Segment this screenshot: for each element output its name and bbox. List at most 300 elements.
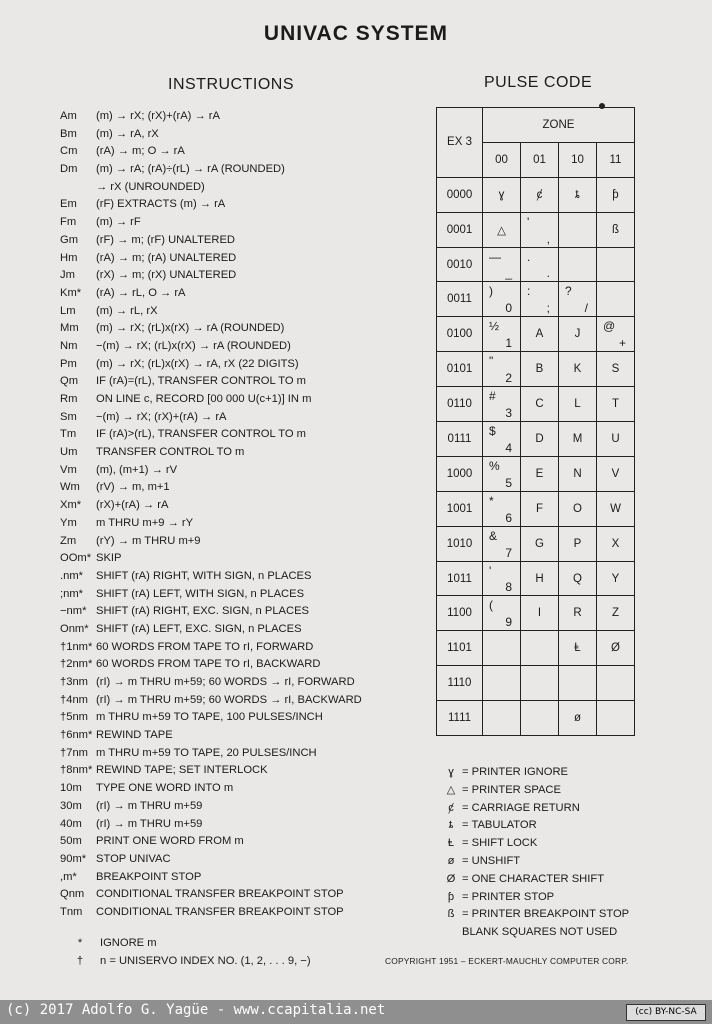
instructions-list (60, 108, 432, 922)
character-cell (559, 701, 597, 736)
footnote-text: n = UNISERVO INDEX NO. (1, 2, . . . 9, −) (100, 955, 311, 967)
character-cell (483, 596, 521, 631)
instruction-row (60, 426, 432, 444)
character-cell (521, 491, 559, 526)
page-title: UNIVAC SYSTEM (263, 22, 449, 45)
cell-upper-char: ' (527, 214, 530, 229)
instruction-code: Tnm (60, 905, 83, 918)
character-cell (483, 352, 521, 387)
pulse-code-heading: PULSE CODE (484, 74, 593, 91)
character-cell (521, 701, 559, 736)
cell-char: F (535, 502, 544, 515)
binary-code-cell: 1110 (437, 666, 483, 701)
pulse-code-table (436, 107, 635, 736)
legend-symbol: ø (447, 854, 455, 867)
character-cell (483, 631, 521, 666)
character-cell (483, 422, 521, 457)
character-cell (483, 456, 521, 491)
legend-row (440, 782, 629, 800)
instruction-desc: (rI) → m THRU m+59; 60 WORDS → rI, FORWARD (96, 676, 355, 688)
legend-text: = UNSHIFT (462, 854, 521, 867)
instruction-row (60, 550, 432, 568)
zone-col-header: 10 (559, 142, 597, 177)
instruction-code: Jm (60, 269, 75, 282)
instruction-desc: SHIFT (rA) RIGHT, EXC. SIGN, n PLACES (96, 605, 310, 618)
cell-char: S (611, 363, 620, 376)
character-cell (521, 422, 559, 457)
instruction-desc: (rA) → rL, O → rA (96, 286, 186, 299)
table-row (437, 387, 635, 422)
footnote-symbol: * (77, 937, 83, 949)
instruction-code: Bm (60, 127, 77, 140)
cell-lower-char: 3 (505, 406, 512, 421)
instruction-row (60, 143, 432, 161)
instruction-desc: → rX (UNROUNDED) (96, 180, 205, 193)
binary-code-cell: 0101 (437, 352, 483, 387)
character-cell (597, 317, 635, 352)
instruction-desc: CONDITIONAL TRANSFER BREAKPOINT STOP (96, 888, 344, 901)
legend-symbol: △ (446, 783, 456, 796)
binary-code-cell: 1100 (437, 596, 483, 631)
legend-text: = PRINTER SPACE (462, 783, 561, 796)
table-row (437, 212, 635, 247)
character-cell (597, 456, 635, 491)
character-cell (559, 491, 597, 526)
instruction-code: 40m (60, 817, 82, 830)
instruction-row (60, 479, 432, 497)
instruction-row (60, 639, 432, 657)
cell-char: R (573, 607, 582, 620)
cell-char: L (574, 398, 581, 411)
instruction-desc: (rI) → m THRU m+59 (96, 799, 203, 812)
character-cell (483, 317, 521, 352)
cell-lower-char: + (618, 336, 626, 351)
cell-upper-char: & (489, 528, 498, 543)
cell-char: M (572, 432, 583, 445)
cell-upper-char: @ (603, 319, 616, 334)
instruction-row (60, 303, 432, 321)
table-row (437, 422, 635, 457)
binary-code-cell: 0000 (437, 177, 483, 212)
instruction-desc: (m) → rX; (rX)+(rA) → rA (96, 110, 220, 122)
legend-symbol: ȼ (448, 801, 454, 814)
cell-char: ø (573, 712, 582, 725)
instruction-code: Am (60, 110, 77, 122)
cell-upper-char: " (489, 354, 494, 369)
character-cell (559, 352, 597, 387)
instruction-desc: (rI) → m THRU m+59 (96, 817, 203, 830)
instruction-desc: (rF) EXTRACTS (m) → rA (96, 198, 226, 211)
legend-text: = ONE CHARACTER SHIFT (462, 872, 605, 885)
instruction-desc: (rX)+(rA) → rA (96, 499, 169, 512)
symbol-legend (440, 764, 629, 942)
character-cell (597, 491, 635, 526)
character-cell (521, 631, 559, 666)
instruction-code: Wm (60, 481, 80, 494)
character-cell (521, 387, 559, 422)
instruction-code: Vm (60, 463, 77, 476)
cell-char: Q (573, 572, 582, 585)
instruction-code: †3nm (60, 676, 88, 688)
instruction-code: OOm* (60, 552, 92, 565)
instruction-row (60, 391, 432, 409)
cell-lower-char: , (546, 231, 550, 246)
cell-upper-char: . (527, 249, 531, 264)
cell-char: W (610, 502, 621, 515)
cell-lower-char: ; (546, 301, 550, 316)
footer-bar (0, 1000, 712, 1024)
cell-char: ƥ (612, 188, 619, 201)
character-cell (597, 701, 635, 736)
cell-upper-char: ) (489, 284, 493, 299)
cell-char: G (535, 537, 544, 550)
table-row (437, 701, 635, 736)
instruction-row (60, 232, 432, 250)
legend-text: = CARRIAGE RETURN (462, 801, 580, 814)
cell-char: J (574, 328, 581, 341)
instruction-code: Ym (60, 516, 77, 529)
binary-code-cell: 0010 (437, 247, 483, 282)
table-row (437, 491, 635, 526)
instruction-desc: −(m) → rX; (rX)+(rA) → rA (96, 410, 227, 423)
cell-char: ß (611, 223, 620, 236)
instruction-code: Hm (60, 251, 78, 264)
legend-text: = PRINTER BREAKPOINT STOP (462, 908, 630, 921)
instruction-row (60, 126, 432, 144)
cell-char: B (535, 363, 544, 376)
cell-upper-char: * (489, 493, 494, 508)
instruction-desc: (rX) → m; (rX) UNALTERED (96, 269, 237, 282)
cell-char: △ (497, 224, 506, 237)
binary-code-cell: 1111 (437, 701, 483, 736)
instruction-desc: SKIP (96, 552, 122, 565)
instruction-code: †6nm* (60, 729, 93, 742)
character-cell (521, 561, 559, 596)
character-cell (483, 701, 521, 736)
character-cell (559, 282, 597, 317)
character-cell (483, 247, 521, 282)
cell-lower-char: 7 (505, 545, 512, 560)
instruction-row (60, 780, 432, 798)
zone-col-header: 11 (597, 142, 635, 177)
instruction-code: Lm (60, 304, 76, 317)
character-cell (521, 456, 559, 491)
instruction-row (60, 674, 432, 692)
character-cell (597, 177, 635, 212)
instruction-row (60, 356, 432, 374)
instruction-desc: m THRU m+9 → rY (96, 516, 194, 529)
instruction-row (60, 727, 432, 745)
legend-text: = PRINTER IGNORE (462, 766, 568, 778)
legend-row (440, 871, 629, 889)
character-cell (597, 282, 635, 317)
instruction-desc: SHIFT (rA) RIGHT, WITH SIGN, n PLACES (96, 569, 312, 582)
character-cell (483, 666, 521, 701)
character-cell (521, 596, 559, 631)
instruction-desc: (rA) → m; O → rA (96, 145, 185, 158)
instruction-desc: (m) → rF (96, 216, 141, 229)
legend-symbol: ß (447, 908, 455, 921)
cell-char: C (535, 398, 544, 411)
legend-text: = SHIFT LOCK (462, 837, 538, 850)
instruction-code: Mm (60, 322, 79, 335)
instruction-row (60, 692, 432, 710)
table-row (437, 631, 635, 666)
instruction-desc: (rF) → m; (rF) UNALTERED (96, 233, 235, 246)
table-row (437, 247, 635, 282)
instruction-code: 10m (60, 782, 82, 795)
legend-text: = TABULATOR (462, 819, 537, 832)
instruction-code: †1nm* (60, 640, 93, 653)
instruction-desc: (m) → rA; (rA)÷(rL) → rA (ROUNDED) (96, 163, 285, 176)
instruction-code: 50m (60, 835, 82, 848)
character-cell (597, 247, 635, 282)
character-cell (559, 596, 597, 631)
instruction-code: Onm* (60, 622, 89, 635)
character-cell (483, 526, 521, 561)
cell-upper-char: % (489, 458, 500, 473)
instruction-desc: 60 WORDS FROM TAPE TO rI, BACKWARD (96, 658, 321, 671)
character-cell (559, 317, 597, 352)
cell-lower-char: / (584, 301, 588, 316)
legend-text: BLANK SQUARES NOT USED (462, 926, 618, 939)
cell-char: P (573, 537, 582, 550)
instruction-code: .nm* (60, 569, 84, 582)
instruction-row (60, 851, 432, 869)
character-cell (559, 456, 597, 491)
footnote-symbol: † (76, 955, 84, 967)
legend-row (440, 924, 629, 942)
character-cell (597, 526, 635, 561)
instruction-row (60, 568, 432, 586)
table-row (437, 352, 635, 387)
instruction-row (60, 373, 432, 391)
instruction-desc: REWIND TAPE (96, 729, 173, 742)
cell-lower-char: . (546, 266, 550, 281)
zone-col-header: 00 (483, 142, 521, 177)
instruction-code: Gm (60, 233, 79, 246)
character-cell (521, 177, 559, 212)
legend-symbol: ȶ (448, 819, 454, 832)
character-cell (559, 212, 597, 247)
cell-char: ȶ (575, 188, 580, 201)
binary-code-cell: 0011 (437, 282, 483, 317)
character-cell (559, 387, 597, 422)
cell-lower-char: 4 (505, 440, 512, 455)
legend-row (440, 906, 629, 924)
instruction-desc: (m), (m+1) → rV (96, 463, 178, 476)
instruction-desc: CONDITIONAL TRANSFER BREAKPOINT STOP (96, 905, 344, 918)
instruction-desc: (rA) → m; (rA) UNALTERED (96, 251, 237, 264)
table-row (437, 561, 635, 596)
cell-char: D (535, 432, 544, 445)
instruction-code: Pm (60, 357, 77, 370)
cell-char: ɣ (498, 188, 505, 201)
character-cell (483, 212, 521, 247)
cell-char: V (611, 467, 620, 480)
instruction-row (60, 409, 432, 427)
legend-row (440, 835, 629, 853)
instruction-desc: REWIND TAPE; SET INTERLOCK (96, 764, 268, 777)
instruction-desc: (m) → rL, rX (96, 304, 158, 317)
zone-header: ZONE (483, 108, 635, 143)
legend-symbol: Ø (446, 872, 456, 885)
instruction-row (60, 709, 432, 727)
cell-char: N (573, 467, 582, 480)
instruction-desc: −(m) → rX; (rL)x(rX) → rA (ROUNDED) (96, 339, 291, 352)
cell-char: H (535, 572, 544, 585)
table-row (437, 526, 635, 561)
instruction-code: †7nm (60, 746, 88, 759)
table-row (437, 282, 635, 317)
cell-char: K (573, 363, 582, 376)
instruction-row (60, 250, 432, 268)
legend-symbol: ƥ (447, 890, 455, 903)
instruction-desc: (m) → rX; (rL)x(rX) → rA, rX (22 DIGITS) (96, 357, 299, 370)
instruction-row (60, 833, 432, 851)
character-cell (597, 212, 635, 247)
binary-code-cell: 1010 (437, 526, 483, 561)
instruction-code: Qm (60, 375, 79, 388)
instruction-code: Nm (60, 339, 78, 352)
character-cell (521, 352, 559, 387)
instruction-code: Tm (60, 428, 77, 441)
instruction-row (60, 621, 432, 639)
cell-char: E (535, 467, 544, 480)
instruction-desc: (m) → rA, rX (96, 127, 159, 140)
character-cell (559, 526, 597, 561)
character-cell (597, 631, 635, 666)
character-cell (521, 282, 559, 317)
instruction-row (60, 108, 432, 126)
cell-upper-char: $ (489, 424, 496, 439)
table-row (437, 666, 635, 701)
instruction-desc: (rV) → m, m+1 (96, 481, 170, 494)
character-cell (597, 387, 635, 422)
instruction-row (60, 161, 432, 179)
instruction-code: 90m* (60, 852, 87, 865)
instruction-code: Sm (60, 410, 77, 423)
footer-credit: (c) 2017 Adolfo G. Yagüe - www.ccapitalia.net (6, 1002, 386, 1018)
instruction-row (60, 533, 432, 551)
copyright-notice: COPYRIGHT 1951 – ECKERT-MAUCHLY COMPUTER CORP. (385, 956, 629, 966)
legend-row (440, 889, 629, 907)
instructions-heading: INSTRUCTIONS (168, 76, 294, 93)
zone-col-header: 01 (521, 142, 559, 177)
instruction-code: †4nm (60, 693, 88, 706)
character-cell (597, 352, 635, 387)
cell-upper-char: — (489, 249, 501, 264)
cell-char: Y (611, 572, 620, 585)
table-row (437, 456, 635, 491)
instruction-desc: SHIFT (rA) LEFT, WITH SIGN, n PLACES (96, 587, 305, 600)
cell-lower-char: 5 (505, 475, 512, 490)
instruction-row (60, 285, 432, 303)
cell-char: ȼ (536, 188, 543, 201)
cell-lower-char: 8 (505, 580, 512, 595)
cell-char: O (573, 502, 582, 515)
binary-code-cell: 1011 (437, 561, 483, 596)
binary-code-cell: 1000 (437, 456, 483, 491)
character-cell (597, 596, 635, 631)
instruction-code: Rm (60, 393, 78, 405)
instruction-row (60, 745, 432, 763)
table-row (437, 177, 635, 212)
instruction-row (60, 444, 432, 462)
character-cell (559, 422, 597, 457)
instruction-desc: STOP UNIVAC (96, 852, 171, 865)
cell-lower-char: 2 (505, 371, 512, 386)
cell-upper-char: ? (565, 284, 572, 299)
binary-code-cell: 1101 (437, 631, 483, 666)
character-cell (483, 177, 521, 212)
binary-code-cell: 1001 (437, 491, 483, 526)
legend-symbol: ɣ (448, 766, 454, 778)
instruction-code: Fm (60, 216, 77, 229)
instruction-code: †2nm* (60, 658, 93, 671)
cell-upper-char: # (489, 389, 496, 404)
character-cell (559, 177, 597, 212)
instruction-desc: PRINT ONE WORD FROM m (96, 835, 244, 848)
instruction-code: −nm* (60, 605, 87, 618)
instruction-row (60, 586, 432, 604)
cell-char: X (611, 537, 620, 550)
instruction-row (60, 338, 432, 356)
cell-char: Ø (611, 642, 620, 655)
instruction-desc: 60 WORDS FROM TAPE TO rI, FORWARD (96, 640, 314, 653)
cell-char: A (535, 328, 544, 341)
instruction-row (60, 179, 432, 197)
instruction-row (60, 603, 432, 621)
instruction-code: Xm* (60, 499, 82, 512)
legend-text: = PRINTER STOP (462, 890, 555, 903)
cell-upper-char: : (527, 284, 531, 299)
character-cell (559, 631, 597, 666)
character-cell (597, 666, 635, 701)
table-row (437, 317, 635, 352)
legend-row (440, 800, 629, 818)
instruction-code: Qnm (60, 888, 85, 901)
instruction-row (60, 515, 432, 533)
character-cell (521, 317, 559, 352)
instruction-desc: IF (rA)=(rL), TRANSFER CONTROL TO m (96, 375, 306, 388)
instruction-code: Em (60, 198, 77, 211)
legend-row (440, 817, 629, 835)
character-cell (521, 526, 559, 561)
instruction-row (60, 904, 432, 922)
instruction-code: Km* (60, 286, 82, 299)
legend-row (440, 853, 629, 871)
footnote-text: IGNORE m (100, 937, 157, 949)
instruction-code: Cm (60, 145, 78, 158)
instruction-code: ;nm* (60, 587, 84, 600)
instruction-desc: (m) → rX; (rL)x(rX) → rA (ROUNDED) (96, 322, 285, 335)
instruction-desc: ON LINE c, RECORD [00 000 U(c+1)] IN m (96, 393, 312, 405)
instruction-code: Um (60, 446, 78, 459)
legend-row (440, 764, 629, 782)
table-row (437, 596, 635, 631)
instruction-row (60, 816, 432, 834)
instruction-code: Zm (60, 534, 77, 547)
instruction-code: †8nm* (60, 764, 93, 777)
instruction-row (60, 798, 432, 816)
instruction-desc: BREAKPOINT STOP (96, 870, 202, 883)
legend-symbol: Ⱡ (447, 837, 455, 850)
instruction-row (60, 497, 432, 515)
instruction-code: Dm (60, 163, 78, 176)
instruction-desc: m THRU m+59 TO TAPE, 100 PULSES/INCH (96, 711, 323, 724)
cell-lower-char: 1 (505, 336, 512, 351)
